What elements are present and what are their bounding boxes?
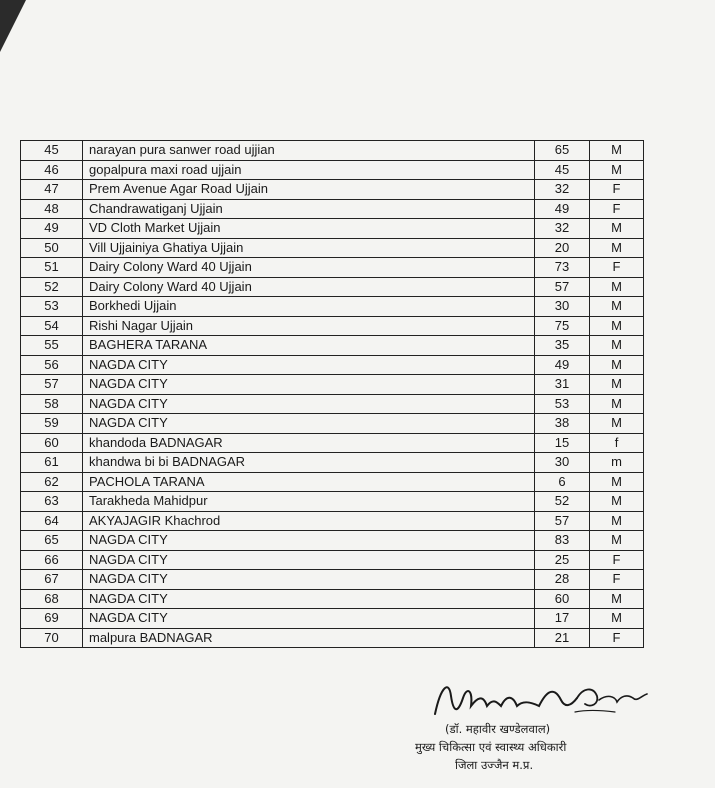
serial-number-cell: 65 — [21, 531, 83, 551]
signature-block — [415, 676, 665, 776]
age-cell: 57 — [535, 511, 590, 531]
address-cell: AKYAJAGIR Khachrod — [83, 511, 535, 531]
sex-cell: M — [590, 609, 644, 629]
serial-number-cell: 59 — [21, 414, 83, 434]
address-cell: khandoda BADNAGAR — [83, 433, 535, 453]
patient-list-body — [21, 141, 644, 648]
serial-number-cell: 67 — [21, 570, 83, 590]
age-cell: 75 — [535, 316, 590, 336]
age-cell: 20 — [535, 238, 590, 258]
address-cell: NAGDA CITY — [83, 550, 535, 570]
age-cell: 28 — [535, 570, 590, 590]
sex-cell: M — [590, 355, 644, 375]
age-cell: 83 — [535, 531, 590, 551]
table-row — [21, 180, 644, 200]
sex-cell: F — [590, 258, 644, 278]
address-cell: VD Cloth Market Ujjain — [83, 219, 535, 239]
age-cell: 52 — [535, 492, 590, 512]
address-cell: Prem Avenue Agar Road Ujjain — [83, 180, 535, 200]
sex-cell: M — [590, 531, 644, 551]
table-row — [21, 355, 644, 375]
serial-number-cell: 50 — [21, 238, 83, 258]
serial-number-cell: 51 — [21, 258, 83, 278]
serial-number-cell: 53 — [21, 297, 83, 317]
table-row — [21, 472, 644, 492]
address-cell: NAGDA CITY — [83, 570, 535, 590]
patient-list-table-container — [20, 140, 643, 648]
signatory-title: मुख्य चिकित्सा एवं स्वास्थ्य अधिकारी — [415, 740, 567, 754]
address-cell: NAGDA CITY — [83, 375, 535, 395]
sex-cell: F — [590, 550, 644, 570]
age-cell: 35 — [535, 336, 590, 356]
age-cell: 45 — [535, 160, 590, 180]
serial-number-cell: 61 — [21, 453, 83, 473]
serial-number-cell: 49 — [21, 219, 83, 239]
table-row — [21, 433, 644, 453]
age-cell: 60 — [535, 589, 590, 609]
handwritten-signature — [427, 676, 657, 724]
serial-number-cell: 64 — [21, 511, 83, 531]
serial-number-cell: 66 — [21, 550, 83, 570]
table-row — [21, 375, 644, 395]
address-cell: Dairy Colony Ward 40 Ujjain — [83, 277, 535, 297]
table-row — [21, 297, 644, 317]
serial-number-cell: 60 — [21, 433, 83, 453]
serial-number-cell: 45 — [21, 141, 83, 161]
patient-list-table — [20, 140, 644, 648]
sex-cell: M — [590, 472, 644, 492]
age-cell: 30 — [535, 453, 590, 473]
table-row — [21, 258, 644, 278]
table-row — [21, 628, 644, 648]
address-cell: Vill Ujjainiya Ghatiya Ujjain — [83, 238, 535, 258]
serial-number-cell: 56 — [21, 355, 83, 375]
age-cell: 32 — [535, 219, 590, 239]
table-row — [21, 160, 644, 180]
age-cell: 25 — [535, 550, 590, 570]
address-cell: BAGHERA TARANA — [83, 336, 535, 356]
address-cell: NAGDA CITY — [83, 609, 535, 629]
sex-cell: f — [590, 433, 644, 453]
age-cell: 65 — [535, 141, 590, 161]
table-row — [21, 589, 644, 609]
address-cell: gopalpura maxi road ujjain — [83, 160, 535, 180]
age-cell: 57 — [535, 277, 590, 297]
address-cell: malpura BADNAGAR — [83, 628, 535, 648]
address-cell: Borkhedi Ujjain — [83, 297, 535, 317]
serial-number-cell: 46 — [21, 160, 83, 180]
age-cell: 21 — [535, 628, 590, 648]
address-cell: NAGDA CITY — [83, 531, 535, 551]
table-row — [21, 336, 644, 356]
age-cell: 6 — [535, 472, 590, 492]
signatory-place: जिला उज्जैन म.प्र. — [455, 758, 534, 772]
sex-cell: F — [590, 628, 644, 648]
table-row — [21, 316, 644, 336]
age-cell: 38 — [535, 414, 590, 434]
sex-cell: M — [590, 219, 644, 239]
sex-cell: M — [590, 375, 644, 395]
table-row — [21, 570, 644, 590]
table-row — [21, 238, 644, 258]
address-cell: narayan pura sanwer road ujjian — [83, 141, 535, 161]
age-cell: 30 — [535, 297, 590, 317]
serial-number-cell: 54 — [21, 316, 83, 336]
table-row — [21, 219, 644, 239]
age-cell: 32 — [535, 180, 590, 200]
serial-number-cell: 58 — [21, 394, 83, 414]
age-cell: 49 — [535, 355, 590, 375]
table-row — [21, 531, 644, 551]
table-row — [21, 492, 644, 512]
page-corner-shadow — [0, 0, 26, 52]
sex-cell: M — [590, 336, 644, 356]
sex-cell: M — [590, 297, 644, 317]
serial-number-cell: 55 — [21, 336, 83, 356]
sex-cell: M — [590, 238, 644, 258]
table-row — [21, 141, 644, 161]
table-row — [21, 394, 644, 414]
address-cell: Dairy Colony Ward 40 Ujjain — [83, 258, 535, 278]
age-cell: 53 — [535, 394, 590, 414]
age-cell: 15 — [535, 433, 590, 453]
address-cell: NAGDA CITY — [83, 355, 535, 375]
sex-cell: M — [590, 141, 644, 161]
sex-cell: F — [590, 199, 644, 219]
sex-cell: M — [590, 394, 644, 414]
sex-cell: M — [590, 277, 644, 297]
sex-cell: F — [590, 570, 644, 590]
address-cell: NAGDA CITY — [83, 414, 535, 434]
signatory-name: (डॉ. महावीर खण्डेलवाल) — [445, 722, 551, 736]
address-cell: Chandrawatiganj Ujjain — [83, 199, 535, 219]
sex-cell: M — [590, 414, 644, 434]
sex-cell: M — [590, 160, 644, 180]
serial-number-cell: 48 — [21, 199, 83, 219]
serial-number-cell: 62 — [21, 472, 83, 492]
sex-cell: M — [590, 589, 644, 609]
sex-cell: F — [590, 180, 644, 200]
address-cell: Rishi Nagar Ujjain — [83, 316, 535, 336]
address-cell: NAGDA CITY — [83, 589, 535, 609]
address-cell: NAGDA CITY — [83, 394, 535, 414]
age-cell: 49 — [535, 199, 590, 219]
address-cell: Tarakheda Mahidpur — [83, 492, 535, 512]
table-row — [21, 550, 644, 570]
table-row — [21, 414, 644, 434]
sex-cell: m — [590, 453, 644, 473]
table-row — [21, 609, 644, 629]
serial-number-cell: 70 — [21, 628, 83, 648]
age-cell: 73 — [535, 258, 590, 278]
table-row — [21, 453, 644, 473]
age-cell: 17 — [535, 609, 590, 629]
address-cell: khandwa bi bi BADNAGAR — [83, 453, 535, 473]
table-row — [21, 511, 644, 531]
sex-cell: M — [590, 492, 644, 512]
serial-number-cell: 69 — [21, 609, 83, 629]
table-row — [21, 277, 644, 297]
serial-number-cell: 52 — [21, 277, 83, 297]
sex-cell: M — [590, 511, 644, 531]
serial-number-cell: 68 — [21, 589, 83, 609]
serial-number-cell: 47 — [21, 180, 83, 200]
address-cell: PACHOLA TARANA — [83, 472, 535, 492]
serial-number-cell: 57 — [21, 375, 83, 395]
age-cell: 31 — [535, 375, 590, 395]
serial-number-cell: 63 — [21, 492, 83, 512]
sex-cell: M — [590, 316, 644, 336]
table-row — [21, 199, 644, 219]
